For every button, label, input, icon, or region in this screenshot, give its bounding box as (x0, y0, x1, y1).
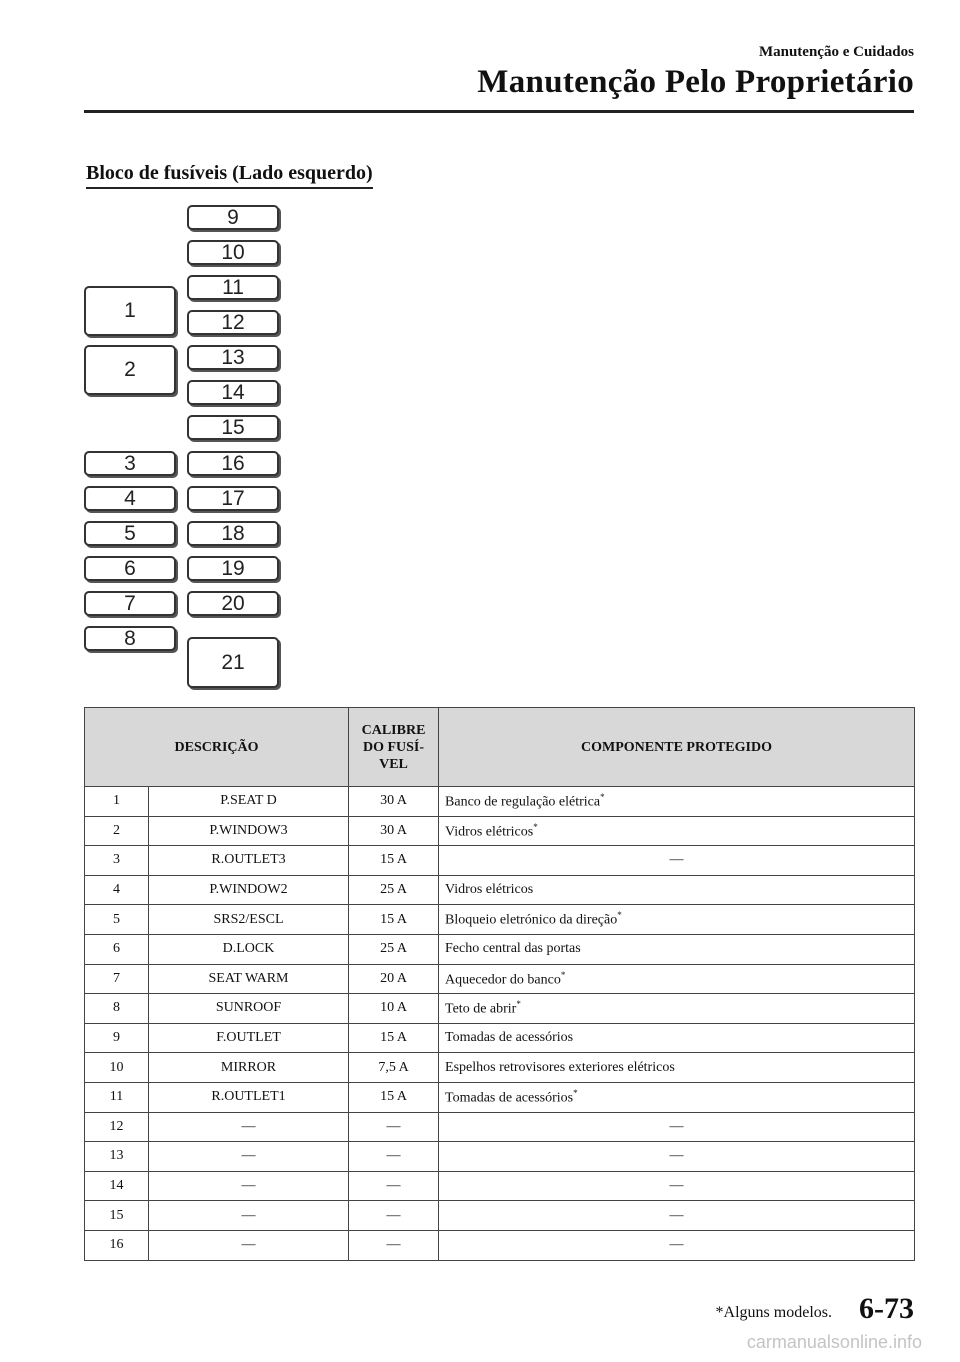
cell-description: SUNROOF (149, 994, 349, 1024)
cell-component: Espelhos retrovisores exteriores elétricos (439, 1053, 915, 1083)
cell-description: P.SEAT D (149, 787, 349, 817)
fuse-13: 13 (187, 345, 279, 370)
footnote-marker: * (516, 999, 521, 1010)
cell-rating: 25 A (349, 934, 439, 964)
cell-rating: ― (349, 1201, 439, 1231)
footnote-marker: * (617, 910, 622, 921)
cell-component: Vidros elétricos (439, 875, 915, 905)
fuse-16: 16 (187, 451, 279, 476)
table-row (85, 1023, 915, 1053)
fuse-9: 9 (187, 205, 279, 230)
fuse-10: 10 (187, 240, 279, 265)
cell-rating: ― (349, 1171, 439, 1201)
cell-rating: ― (349, 1142, 439, 1172)
table-row (85, 994, 915, 1024)
cell-description: ― (149, 1201, 349, 1231)
table-row (85, 1230, 915, 1260)
cell-number: 2 (85, 816, 149, 846)
cell-number: 12 (85, 1112, 149, 1142)
cell-rating: ― (349, 1230, 439, 1260)
table-row (85, 787, 915, 817)
cell-description: ― (149, 1171, 349, 1201)
fuse-7: 7 (84, 591, 176, 616)
footnote: *Alguns modelos. (715, 1304, 832, 1321)
table-row (85, 1112, 915, 1142)
cell-description: SRS2/ESCL (149, 905, 349, 935)
cell-number: 16 (85, 1230, 149, 1260)
cell-number: 7 (85, 964, 149, 994)
cell-number: 8 (85, 994, 149, 1024)
cell-description: P.WINDOW3 (149, 816, 349, 846)
table-row (85, 934, 915, 964)
fuse-18: 18 (187, 521, 279, 546)
fuse-21: 21 (187, 637, 279, 688)
fuse-5: 5 (84, 521, 176, 546)
fuse-19: 19 (187, 556, 279, 581)
footnote-marker: * (573, 1087, 578, 1098)
cell-rating: 7,5 A (349, 1053, 439, 1083)
cell-rating: 10 A (349, 994, 439, 1024)
cell-component: Tomadas de acessórios* (439, 1082, 915, 1112)
fuse-20: 20 (187, 591, 279, 616)
footnote-marker: * (600, 791, 605, 802)
cell-component: ― (439, 1112, 915, 1142)
table-header-row (85, 708, 915, 787)
cell-description: ― (149, 1112, 349, 1142)
fuse-11: 11 (187, 275, 279, 300)
table-row (85, 1201, 915, 1231)
cell-number: 6 (85, 934, 149, 964)
table-row (85, 1082, 915, 1112)
fuse-2: 2 (84, 345, 176, 395)
fuse-1: 1 (84, 286, 176, 336)
table-row (85, 1142, 915, 1172)
cell-rating: 15 A (349, 1082, 439, 1112)
cell-description: ― (149, 1142, 349, 1172)
header-rating: CALIBRE DO FUSÍ- VEL (349, 708, 439, 787)
fuse-8: 8 (84, 626, 176, 651)
table-row (85, 816, 915, 846)
table-row (85, 846, 915, 876)
cell-number: 10 (85, 1053, 149, 1083)
header-rule (84, 110, 914, 113)
cell-number: 1 (85, 787, 149, 817)
page-title: Manutenção Pelo Proprietário (477, 64, 914, 100)
header-description: DESCRIÇÃO (85, 708, 349, 787)
cell-component: ― (439, 846, 915, 876)
fuse-4: 4 (84, 486, 176, 511)
cell-rating: 30 A (349, 816, 439, 846)
cell-number: 5 (85, 905, 149, 935)
cell-number: 15 (85, 1201, 149, 1231)
page-number: 6-73 (859, 1292, 914, 1325)
cell-component: Tomadas de acessórios (439, 1023, 915, 1053)
fuse-14: 14 (187, 380, 279, 405)
cell-description: P.WINDOW2 (149, 875, 349, 905)
cell-rating: 15 A (349, 846, 439, 876)
cell-component: Fecho central das portas (439, 934, 915, 964)
section-title: Bloco de fusíveis (Lado esquerdo) (86, 162, 373, 189)
cell-description: MIRROR (149, 1053, 349, 1083)
cell-rating: 15 A (349, 1023, 439, 1053)
fuse-17: 17 (187, 486, 279, 511)
cell-component: Vidros elétricos* (439, 816, 915, 846)
fuse-6: 6 (84, 556, 176, 581)
cell-number: 3 (85, 846, 149, 876)
cell-rating: 30 A (349, 787, 439, 817)
cell-rating: 25 A (349, 875, 439, 905)
cell-component: Aquecedor do banco* (439, 964, 915, 994)
table-row (85, 1053, 915, 1083)
cell-number: 11 (85, 1082, 149, 1112)
cell-rating: 20 A (349, 964, 439, 994)
cell-description: SEAT WARM (149, 964, 349, 994)
cell-component: ― (439, 1171, 915, 1201)
cell-component: Bloqueio eletrónico da direção* (439, 905, 915, 935)
cell-description: D.LOCK (149, 934, 349, 964)
cell-description: ― (149, 1230, 349, 1260)
section-header: Manutenção e Cuidados (758, 44, 914, 60)
table-row (85, 875, 915, 905)
cell-component: ― (439, 1142, 915, 1172)
table-row (85, 1171, 915, 1201)
cell-component: ― (439, 1201, 915, 1231)
cell-component: ― (439, 1230, 915, 1260)
cell-description: R.OUTLET3 (149, 846, 349, 876)
fuse-table (84, 707, 915, 1261)
fuse-3: 3 (84, 451, 176, 476)
table-row (85, 964, 915, 994)
cell-number: 4 (85, 875, 149, 905)
watermark: carmanualsonline.info (746, 1332, 922, 1352)
cell-rating: 15 A (349, 905, 439, 935)
cell-description: R.OUTLET1 (149, 1082, 349, 1112)
fuse-12: 12 (187, 310, 279, 335)
cell-description: F.OUTLET (149, 1023, 349, 1053)
footnote-marker: * (533, 821, 538, 832)
fuse-15: 15 (187, 415, 279, 440)
table-row (85, 905, 915, 935)
cell-number: 9 (85, 1023, 149, 1053)
header-component: COMPONENTE PROTEGIDO (439, 708, 915, 787)
footnote-marker: * (560, 969, 566, 980)
cell-rating: ― (349, 1112, 439, 1142)
cell-component: Teto de abrir* (439, 994, 915, 1024)
cell-number: 13 (85, 1142, 149, 1172)
cell-number: 14 (85, 1171, 149, 1201)
cell-component: Banco de regulação elétrica* (439, 787, 915, 817)
